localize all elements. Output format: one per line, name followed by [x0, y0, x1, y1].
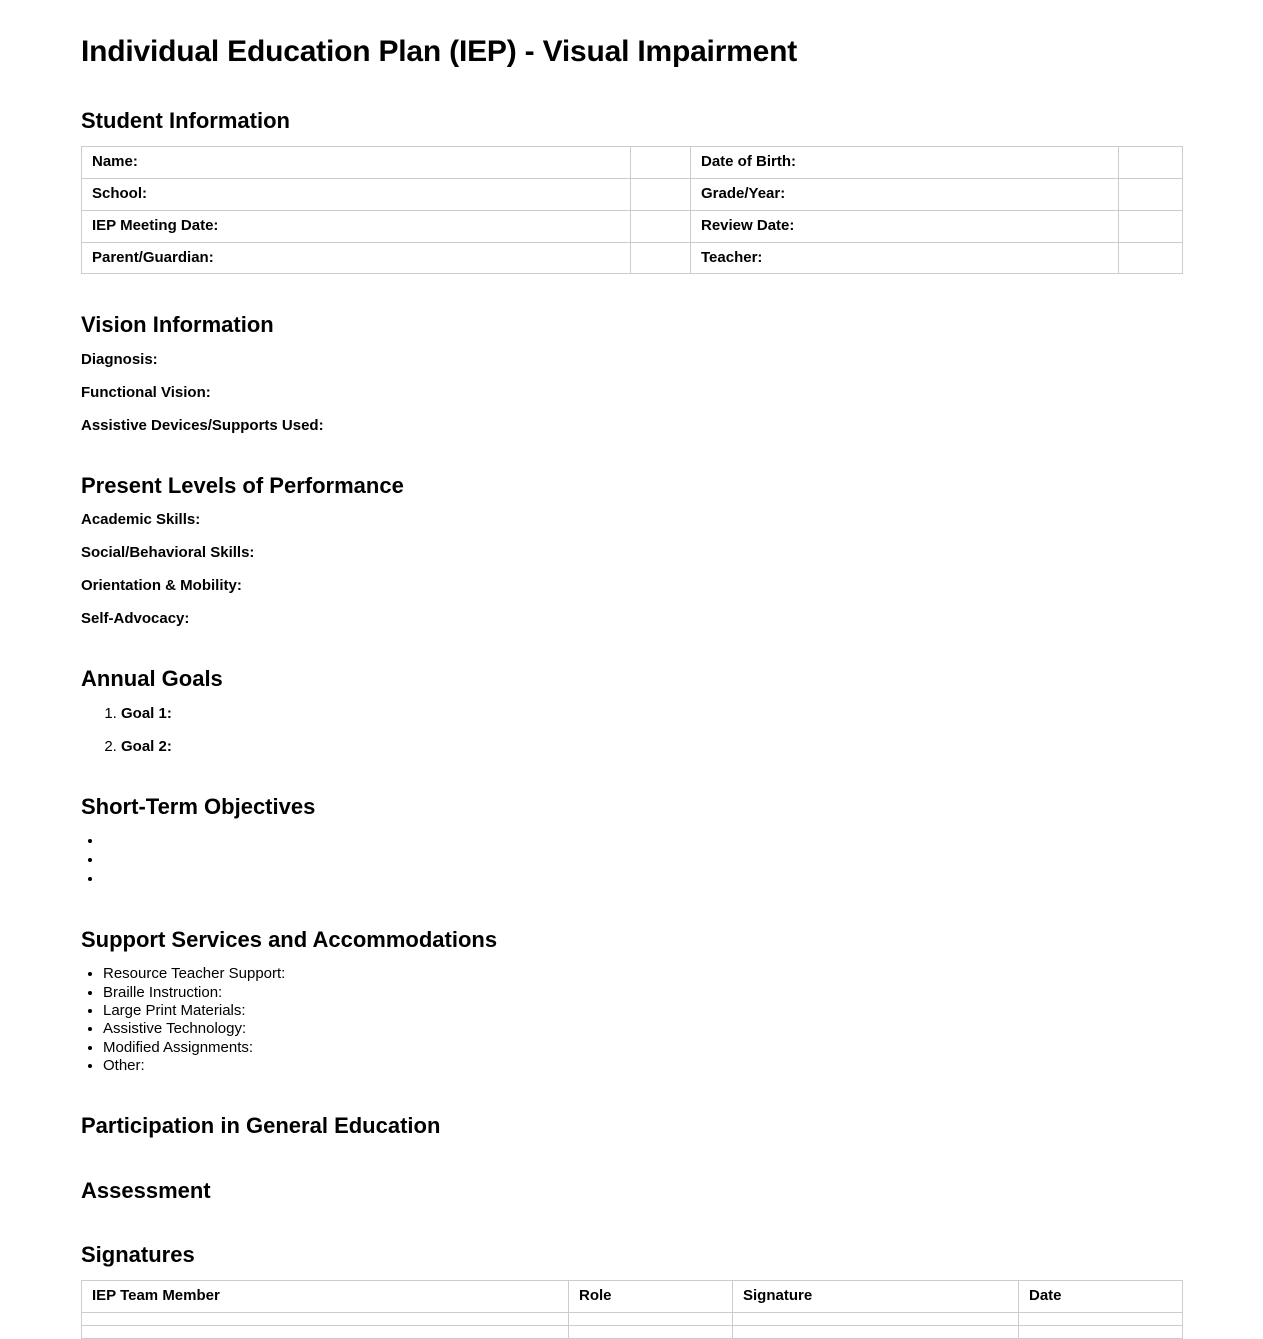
student-information-table: [81, 146, 1183, 274]
student-field-value-date-of-birth[interactable]: [1119, 147, 1183, 179]
table-row: [82, 210, 1183, 242]
signature-cell-role[interactable]: [569, 1326, 733, 1339]
section-heading-annual-goals: Annual Goals: [81, 666, 223, 692]
column-header-signature: Signature: [733, 1281, 1019, 1313]
present-level-social-behavioral-skills: Social/Behavioral Skills:: [81, 544, 255, 562]
student-field-value-name[interactable]: [631, 147, 691, 179]
table-row: [82, 147, 1183, 179]
annual-goals-list: [81, 705, 1183, 756]
present-level-orientation-mobility: Orientation & Mobility:: [81, 577, 242, 595]
column-header-date: Date: [1019, 1281, 1183, 1313]
student-field-value-parent-guardian[interactable]: [631, 242, 691, 274]
support-item-assistive-technology: • Assistive Technology:: [103, 1020, 1183, 1038]
present-level-self-advocacy: Self-Advocacy:: [81, 610, 190, 628]
section-heading-signatures: Signatures: [81, 1241, 195, 1267]
student-field-value-iep-meeting-date[interactable]: [631, 210, 691, 242]
list-item[interactable]: [103, 870, 1183, 889]
section-heading-assessment: Assessment: [81, 1177, 211, 1203]
vision-field-assistive-devices: Assistive Devices/Supports Used:: [81, 416, 324, 434]
page-title: Individual Education Plan (IEP) - Visual Impairment: [81, 35, 798, 68]
section-heading-present-levels: Present Levels of Performance: [81, 472, 404, 498]
student-field-label-name: Name:: [82, 147, 631, 179]
signature-cell-role[interactable]: [569, 1313, 733, 1326]
list-item[interactable]: [103, 832, 1183, 851]
student-field-label-date-of-birth: Date of Birth:: [691, 147, 1119, 179]
vision-field-diagnosis: Diagnosis:: [81, 350, 158, 368]
vision-field-functional-vision: Functional Vision:: [81, 383, 211, 401]
student-field-value-review-date[interactable]: [1119, 210, 1183, 242]
table-row: [82, 1326, 1183, 1339]
student-field-label-parent-guardian: Parent/Guardian:: [82, 242, 631, 274]
section-heading-vision-information: Vision Information: [81, 312, 274, 338]
student-field-label-teacher: Teacher:: [691, 242, 1119, 274]
student-field-value-teacher[interactable]: [1119, 242, 1183, 274]
support-item-resource-teacher-support: • Resource Teacher Support:: [103, 965, 1183, 983]
signatures-table: [81, 1280, 1183, 1339]
student-field-value-school[interactable]: [631, 179, 691, 211]
student-field-label-school: School:: [82, 179, 631, 211]
section-heading-participation: Participation in General Education: [81, 1113, 441, 1139]
table-header-row: [82, 1281, 1183, 1313]
support-item-other: • Other:: [103, 1057, 1183, 1075]
student-field-label-review-date: Review Date:: [691, 210, 1119, 242]
annual-goal-label-1: Goal 1:: [121, 704, 172, 722]
section-heading-student-information: Student Information: [81, 108, 290, 133]
column-header-role: Role: [569, 1281, 733, 1313]
list-item: [121, 705, 1183, 723]
list-item: [121, 738, 1183, 756]
annual-goal-label-2: Goal 2:: [121, 737, 172, 755]
present-level-academic-skills: Academic Skills:: [81, 511, 201, 529]
support-item-large-print-materials: • Large Print Materials:: [103, 1002, 1183, 1020]
list-item[interactable]: [103, 851, 1183, 870]
signature-cell-date[interactable]: [1019, 1313, 1183, 1326]
column-header-iep-team-member: IEP Team Member: [82, 1281, 569, 1313]
table-row: [82, 1313, 1183, 1326]
student-field-label-iep-meeting-date: IEP Meeting Date:: [82, 210, 631, 242]
signature-cell-member[interactable]: [82, 1313, 569, 1326]
signature-cell-date[interactable]: [1019, 1326, 1183, 1339]
student-field-label-grade-year: Grade/Year:: [691, 179, 1119, 211]
section-heading-support-services: Support Services and Accommodations: [81, 926, 498, 952]
signature-cell-signature[interactable]: [733, 1326, 1019, 1339]
table-row: [82, 242, 1183, 274]
support-item-modified-assignments: • Modified Assignments:: [103, 1039, 1183, 1057]
short-term-objectives-list: [81, 832, 1183, 889]
support-item-braille-instruction: • Braille Instruction:: [103, 984, 1183, 1002]
student-field-value-grade-year[interactable]: [1119, 179, 1183, 211]
signature-cell-signature[interactable]: [733, 1313, 1019, 1326]
support-services-list: [81, 965, 1183, 1075]
section-heading-short-term-objectives: Short-Term Objectives: [81, 793, 316, 819]
signature-cell-member[interactable]: [82, 1326, 569, 1339]
table-row: [82, 179, 1183, 211]
